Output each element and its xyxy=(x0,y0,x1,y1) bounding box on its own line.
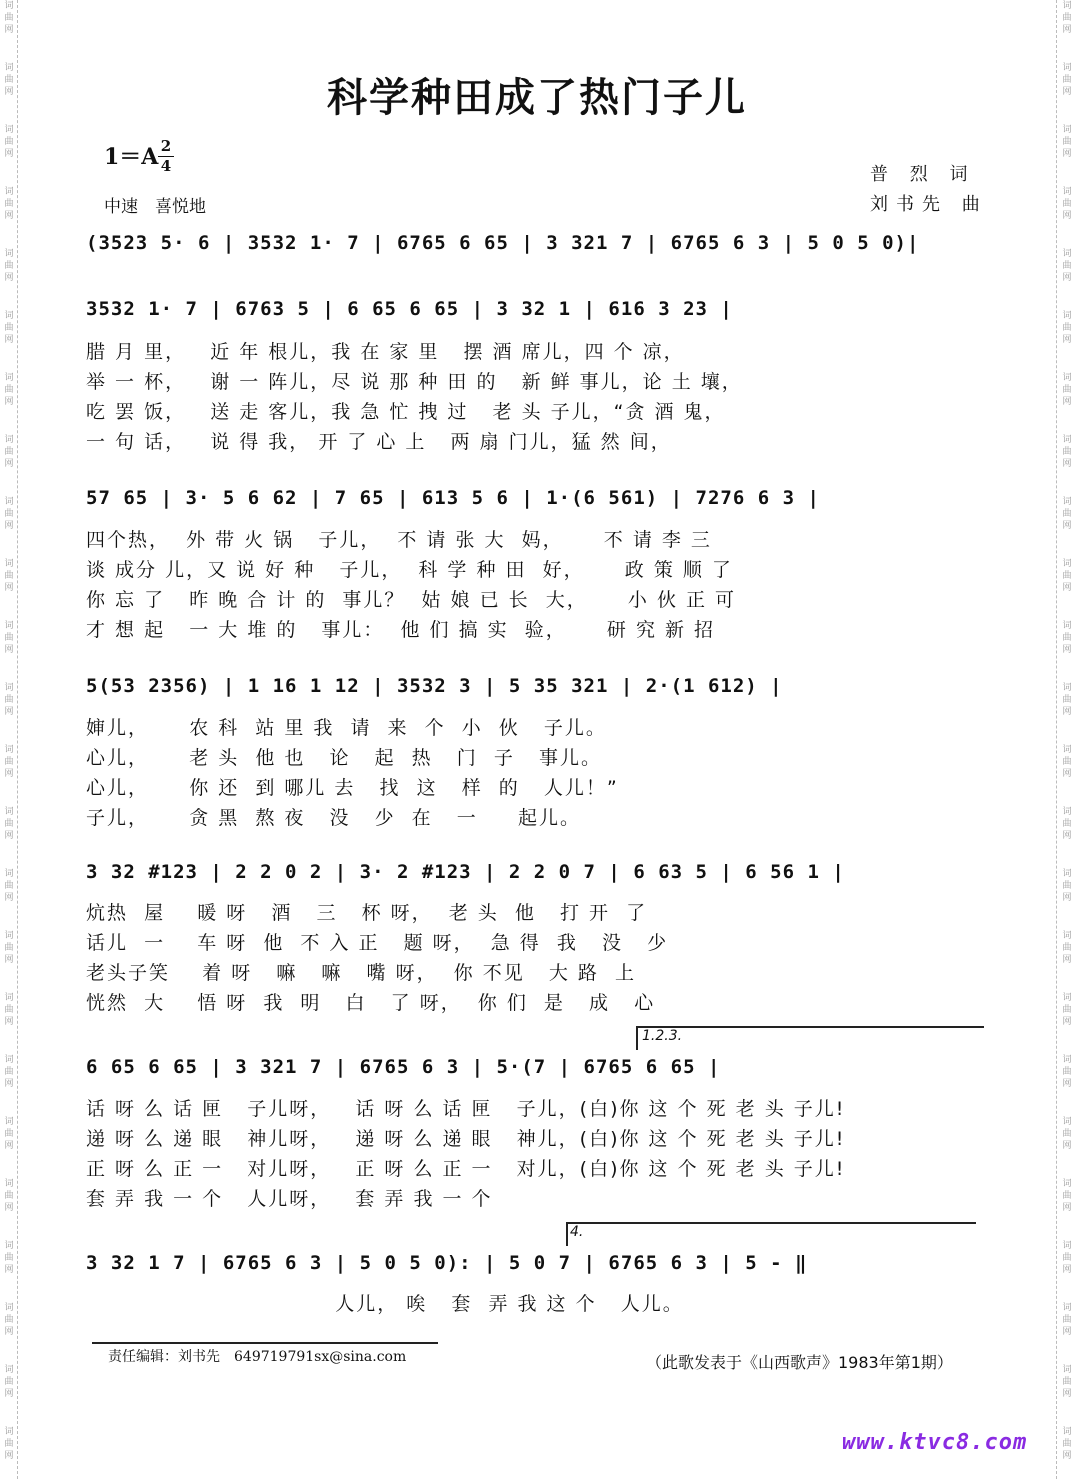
edge-watermark-text: 词 曲 网 xyxy=(1062,1303,1072,1337)
edge-watermark-text: 词 曲 网 xyxy=(4,807,14,841)
edge-watermark-text: 词 曲 网 xyxy=(1062,435,1072,469)
lyric-line: 心儿， 你 还 到 哪儿 去 找 这 样 的 人儿！” xyxy=(86,777,619,799)
edge-watermark-text: 词 曲 网 xyxy=(1062,1427,1072,1461)
lyric-line: 谈 成分 儿，又 说 好 种 子儿， 科 学 种 田 好， 政 策 顺 了 xyxy=(86,559,733,581)
edge-watermark-text: 词 曲 网 xyxy=(4,993,14,1027)
lyric-line: 你 忘 了 昨 晚 合 计 的 事儿？ 姑 娘 已 长 大， 小 伙 正 可 xyxy=(86,589,737,611)
right-edge-line xyxy=(1056,0,1057,1479)
notation-line-6: 3 32 1 7 | 6765 6 3 | 5 0 5 0): | 5 0 7 | 6765 6 3 | 5 - ‖ xyxy=(86,1252,808,1274)
edge-watermark-text: 词 曲 网 xyxy=(1062,249,1072,283)
edge-watermark-text: 词 曲 网 xyxy=(1062,807,1072,841)
left-edge-watermark xyxy=(2,0,16,1479)
lyric-line: 子儿， 贪 黑 熬 夜 没 少 在 一 起儿。 xyxy=(86,807,581,829)
key-signature: 1＝A xyxy=(104,144,159,170)
edge-watermark-text: 词 曲 网 xyxy=(4,187,14,221)
edge-watermark-text: 词 曲 网 xyxy=(4,621,14,655)
edge-watermark-text: 词 曲 网 xyxy=(4,249,14,283)
time-signature-top: 2 xyxy=(160,137,172,155)
edge-watermark-text: 词 曲 网 xyxy=(4,311,14,345)
lyric-line: 恍然 大 悟 呀 我 明 白 了 呀， 你 们 是 成 心 xyxy=(86,992,656,1014)
edge-watermark-text: 词 曲 网 xyxy=(1062,187,1072,221)
edge-watermark-text: 词 曲 网 xyxy=(4,745,14,779)
lyric-line: 腊 月 里， 近 年 根儿，我 在 家 里 摆 酒 席儿，四 个 凉， xyxy=(86,341,685,363)
edge-watermark-text: 词 曲 网 xyxy=(4,1179,14,1213)
lyric-line: 才 想 起 一 大 堆 的 事儿： 他 们 搞 实 验， 研 究 新 招 xyxy=(86,619,716,641)
edge-watermark-text: 词 曲 网 xyxy=(1062,683,1072,717)
lyric-line: 正 呀 么 正 一 对儿呀， 正 呀 么 正 一 对儿，(白)你 这 个 死 老 头 子儿! xyxy=(86,1158,846,1180)
volta-bracket-1-left xyxy=(636,1026,638,1050)
volta-bracket-1 xyxy=(636,1026,984,1028)
edge-watermark-text: 词 曲 网 xyxy=(1062,125,1072,159)
edge-watermark-text: 词 曲 网 xyxy=(1062,1055,1072,1089)
edge-watermark-text: 词 曲 网 xyxy=(4,1365,14,1399)
song-title: 科学种田成了热门子儿 xyxy=(327,75,747,121)
edge-watermark-text: 词 曲 网 xyxy=(1062,621,1072,655)
edge-watermark-text: 词 曲 网 xyxy=(4,125,14,159)
time-signature xyxy=(158,138,174,175)
edge-watermark-text: 词 曲 网 xyxy=(1062,311,1072,345)
edge-watermark-text: 词 曲 网 xyxy=(1062,497,1072,531)
edge-watermark-text: 词 曲 网 xyxy=(1062,869,1072,903)
lyric-line: 心儿， 老 头 他 也 论 起 热 门 子 事儿。 xyxy=(86,747,602,769)
notation-line-4: 3 32 #123 | 2 2 0 2 | 3· 2 #123 | 2 2 0 7 | 6 63 5 | 6 56 1 | xyxy=(86,861,845,883)
edge-watermark-text: 词 曲 网 xyxy=(4,63,14,97)
right-edge-watermark xyxy=(1060,0,1074,1479)
edge-watermark-text: 词 曲 网 xyxy=(4,435,14,469)
edge-watermark-text: 词 曲 网 xyxy=(4,1055,14,1089)
edge-watermark-text: 词 曲 网 xyxy=(1062,1117,1072,1151)
lyric-line: 婶儿， 农 科 站 里 我 请 来 个 小 伙 子儿。 xyxy=(86,717,607,739)
lyricist-credit: 普 烈 词 xyxy=(870,164,976,185)
edge-watermark-text: 词 曲 网 xyxy=(1062,63,1072,97)
lyric-line: 递 呀 么 递 眼 神儿呀， 递 呀 么 递 眼 神儿，(白)你 这 个 死 老 头 子儿! xyxy=(86,1128,846,1150)
edge-watermark-text: 词 曲 网 xyxy=(1062,373,1072,407)
edge-watermark-text: 词 曲 网 xyxy=(1062,931,1072,965)
notation-line-1: 3532 1· 7 | 6763 5 | 6 65 6 65 | 3 32 1 | 616 3 23 | xyxy=(86,298,733,320)
lyric-line: 一 句 话， 说 得 我， 开 了 心 上 两 扇 门儿，猛 然 间， xyxy=(86,431,672,453)
site-watermark: www.ktvc8.com xyxy=(842,1430,1028,1455)
volta-bracket-4 xyxy=(566,1222,976,1224)
edge-watermark-text: 词 曲 网 xyxy=(4,559,14,593)
footer-rule xyxy=(92,1342,438,1344)
edge-watermark-text: 词 曲 网 xyxy=(4,1427,14,1461)
left-edge-line xyxy=(17,0,18,1479)
edge-watermark-text: 词 曲 网 xyxy=(4,869,14,903)
volta-label-1: 1.2.3. xyxy=(642,1028,683,1044)
lyric-line: 老头子笑 着 呀 嘛 嘛 嘴 呀， 你 不见 大 路 上 xyxy=(86,962,636,984)
edge-watermark-text: 词 曲 网 xyxy=(4,373,14,407)
composer-credit: 刘书先 曲 xyxy=(870,194,988,215)
volta-bracket-4-left xyxy=(566,1222,568,1246)
edge-watermark-text: 词 曲 网 xyxy=(1062,1241,1072,1275)
edge-watermark-text: 词 曲 网 xyxy=(4,497,14,531)
lyric-line: 吃 罢 饭， 送 走 客儿，我 急 忙 拽 过 老 头 子儿，“贪 酒 鬼， xyxy=(86,401,726,423)
edge-watermark-text: 词 曲 网 xyxy=(4,1241,14,1275)
editor-credit: 责任编辑：刘书先 649719791sx@sina.com xyxy=(108,1349,407,1365)
tempo-marking: 中速 喜悦地 xyxy=(104,197,206,217)
edge-watermark-text: 词 曲 网 xyxy=(1062,1365,1072,1399)
edge-watermark-text: 词 曲 网 xyxy=(4,931,14,965)
edge-watermark-text: 词 曲 网 xyxy=(4,1117,14,1151)
notation-line-3: 5(53 2356) | 1 16 1 12 | 3532 3 | 5 35 321 | 2·(1 612) | xyxy=(86,675,783,697)
edge-watermark-text: 词 曲 网 xyxy=(1062,1,1072,35)
notation-line-5: 6 65 6 65 | 3 321 7 | 6765 6 3 | 5·(7 | 6765 6 65 | xyxy=(86,1056,721,1078)
edge-watermark-text: 词 曲 网 xyxy=(1062,745,1072,779)
volta-label-4: 4. xyxy=(570,1224,584,1240)
lyric-line: 话 呀 么 话 匣 子儿呀， 话 呀 么 话 匣 子儿，(白)你 这 个 死 老 头 子儿! xyxy=(86,1098,846,1120)
publication-note: （此歌发表于《山西歌声》1983年第1期） xyxy=(646,1353,953,1372)
edge-watermark-text: 词 曲 网 xyxy=(1062,1179,1072,1213)
lyric-line: 炕热 屋 暖 呀 酒 三 杯 呀， 老 头 他 打 开 了 xyxy=(86,902,648,924)
edge-watermark-text: 词 曲 网 xyxy=(4,1303,14,1337)
edge-watermark-text: 词 曲 网 xyxy=(4,683,14,717)
notation-line-2: 57 65 | 3· 5 6 62 | 7 65 | 613 5 6 | 1·(6 561) | 7276 6 3 | xyxy=(86,487,820,509)
time-signature-bottom: 4 xyxy=(160,157,172,175)
edge-watermark-text: 词 曲 网 xyxy=(4,1,14,35)
edge-watermark-text: 词 曲 网 xyxy=(1062,559,1072,593)
lyric-line: 人儿， 唉 套 弄 我 这 个 人儿。 xyxy=(86,1293,684,1315)
lyric-line: 套 弄 我 一 个 人儿呀， 套 弄 我 一 个 xyxy=(86,1188,493,1210)
lyric-line: 举 一 杯， 谢 一 阵儿，尽 说 那 种 田 的 新 鲜 事儿，论 土 壤， xyxy=(86,371,743,393)
notation-line-0: (3523 5· 6 | 3532 1· 7 | 6765 6 65 | 3 321 7 | 6765 6 3 | 5 0 5 0)| xyxy=(86,232,920,254)
edge-watermark-text: 词 曲 网 xyxy=(1062,993,1072,1027)
lyric-line: 四个热， 外 带 火 锅 子儿， 不 请 张 大 妈， 不 请 李 三 xyxy=(86,529,712,551)
lyric-line: 话儿 一 车 呀 他 不 入 正 题 呀， 急 得 我 没 少 xyxy=(86,932,669,954)
